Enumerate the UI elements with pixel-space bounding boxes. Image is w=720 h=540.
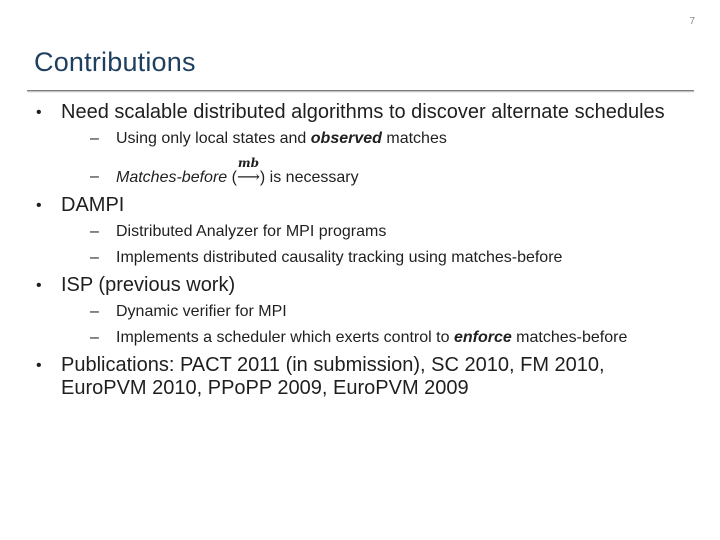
arrow-label: mb	[237, 156, 259, 170]
bullet-text: ISP (previous work)	[61, 274, 236, 296]
bullet-marker: •	[36, 104, 42, 121]
sub-bullet-text: Dynamic verifier for MPI	[116, 303, 287, 320]
sub-list	[61, 222, 686, 268]
sub-bullet-text: matches-before	[511, 329, 628, 346]
sub-bullet-text: Using only local states and	[116, 130, 311, 147]
bullet-marker: •	[36, 197, 42, 214]
bullet-text: Need scalable distributed algorithms to discover alternate schedules	[61, 101, 665, 123]
sub-bullet-text: Implements a scheduler which exerts control to	[116, 329, 454, 346]
bullet-marker: •	[36, 357, 42, 374]
sub-bullet-marker: –	[90, 223, 99, 240]
slide-title: Contributions	[34, 47, 196, 77]
sub-bullet-distributed-analyzer	[61, 222, 686, 242]
sub-bullet-scheduler	[61, 328, 686, 348]
sub-bullet-matches-before	[61, 156, 686, 188]
bullet-scalable-algorithms	[36, 101, 686, 188]
italic-text: Matches-before	[116, 169, 228, 186]
matches-before-arrow-icon	[236, 156, 260, 187]
bullet-text: Publications: PACT 2011 (in submission), SC 2010, FM 2010, EuroPVM 2010, PPoPP 2009, EuroPVM 2009	[61, 354, 605, 399]
sub-bullet-marker: –	[90, 329, 99, 346]
sub-bullet-text: matches	[381, 130, 447, 147]
bullet-marker: •	[36, 277, 42, 294]
page-number: 7	[689, 16, 695, 27]
bullet-isp	[36, 274, 686, 348]
sub-bullet-dynamic-verifier	[61, 302, 686, 322]
arrow-glyph: ⟶	[236, 167, 260, 186]
bullet-publications	[36, 354, 686, 400]
bullet-text: DAMPI	[61, 194, 125, 216]
sub-bullet-marker: –	[90, 168, 99, 185]
emphasized-text: observed	[310, 130, 382, 147]
sub-bullet-marker: –	[90, 303, 99, 320]
sub-bullet-text: Distributed Analyzer for MPI programs	[116, 223, 387, 240]
bullet-dampi	[36, 194, 686, 268]
sub-bullet-marker: –	[90, 130, 99, 147]
title-divider	[27, 90, 694, 91]
sub-bullet-text: Implements distributed causality tracking using matches-before	[116, 249, 563, 266]
sub-bullet-text: is necessary	[265, 169, 359, 186]
sub-list	[61, 302, 686, 348]
emphasized-text: enforce	[453, 329, 512, 346]
paren-close: )	[259, 169, 266, 186]
sub-bullet-local-states	[61, 129, 686, 149]
sub-bullet-causality-tracking	[61, 248, 686, 268]
sub-bullet-marker: –	[90, 249, 99, 266]
paren-open: (	[227, 169, 237, 186]
slide-body	[36, 101, 686, 405]
sub-list	[61, 129, 686, 188]
